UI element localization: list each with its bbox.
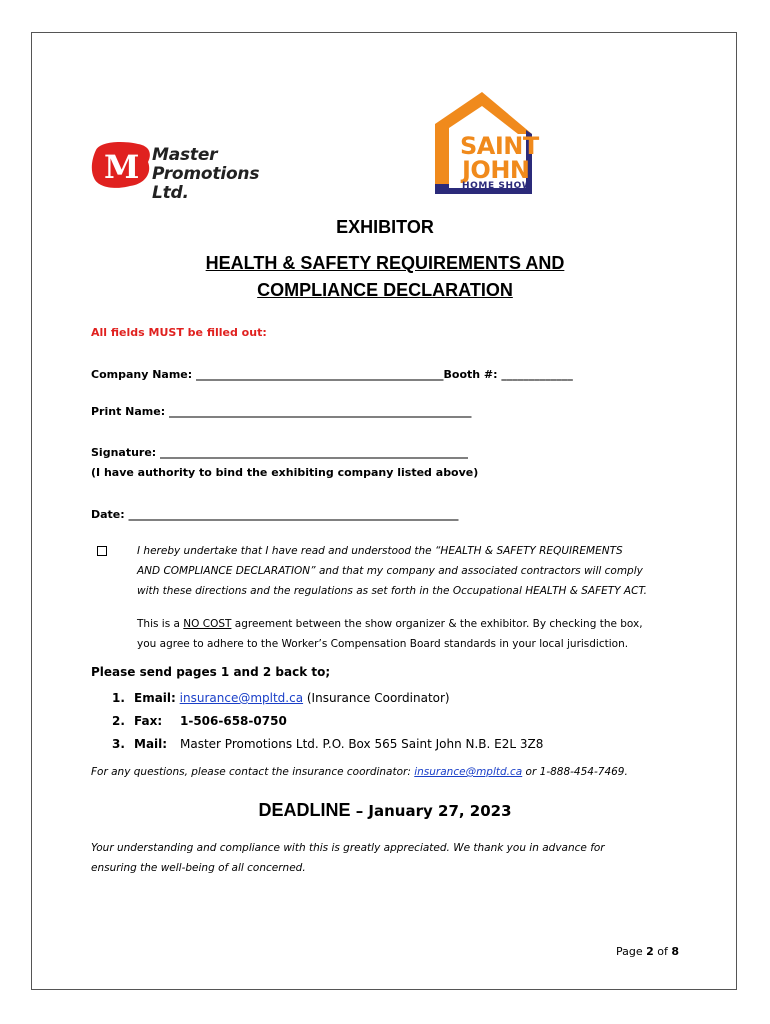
deadline-date: January 27, 2023	[368, 802, 512, 820]
no-cost-emphasis: NO COST	[183, 618, 232, 630]
declaration-line-2: AND COMPLIANCE DECLARATION” and that my company and associated contractors will comply	[137, 565, 643, 577]
deadline-dash: –	[350, 802, 369, 820]
insurance-email-link[interactable]: insurance@mpltd.ca	[179, 691, 304, 705]
questions-suffix: or 1-888-454-7469.	[522, 766, 628, 778]
fax-number: 1-506-658-0750	[180, 714, 287, 728]
deadline	[0, 800, 770, 821]
required-fields-note: All fields MUST be filled out:	[91, 326, 267, 339]
mp-line2: Promotions Ltd.	[152, 164, 260, 203]
page-current: 2	[646, 945, 654, 958]
no-cost-suffix: agreement between the show organizer & the exhibitor. By checking the box,	[231, 618, 643, 630]
list-label: Email:	[134, 691, 176, 705]
date-field[interactable]: Date: ____________________________________________________________	[91, 508, 459, 521]
list-number: 3.	[112, 737, 125, 751]
authority-note: (I have authority to bind the exhibiting company listed above)	[91, 466, 479, 479]
declaration-line-5: you agree to adhere to the Worker’s Compensation Board standards in your local jurisdiction.	[137, 638, 629, 650]
signature-field[interactable]: Signature: ________________________________________________________	[91, 446, 469, 459]
mail-address: Master Promotions Ltd. P.O. Box 565 Saint John N.B. E2L 3Z8	[180, 737, 544, 751]
list-number: 1.	[112, 691, 125, 705]
mp-line1: Master	[152, 145, 218, 165]
list-number: 2.	[112, 714, 125, 728]
saint-john-home-show-logo	[432, 92, 542, 194]
heading-title-line2: COMPLIANCE DECLARATION	[257, 280, 513, 300]
list-label: Mail:	[134, 737, 168, 751]
sj-saint-text: SAINT	[460, 132, 539, 160]
heading-exhibitor: EXHIBITOR	[336, 217, 434, 237]
closing-line-1: Your understanding and compliance with this is greatly appreciated. We thank you in advance for	[91, 842, 605, 854]
sj-john-text: JOHN	[462, 156, 530, 184]
send-item-email	[112, 691, 450, 705]
master-promotions-mark-icon	[90, 140, 152, 190]
page-of: of	[653, 945, 672, 958]
send-item-mail	[112, 737, 543, 751]
mp-mark-letter: M	[104, 148, 140, 186]
questions-line	[91, 766, 628, 778]
master-promotions-wordmark	[152, 146, 300, 203]
master-promotions-logo	[90, 136, 300, 203]
declaration-line-1: I hereby undertake that I have read and understood the “HEALTH & SAFETY REQUIREMENTS	[137, 545, 623, 557]
print-name-field[interactable]: Print Name: _______________________________________________________	[91, 405, 472, 418]
deadline-label: DEADLINE	[258, 800, 351, 820]
questions-email-link[interactable]: insurance@mpltd.ca	[414, 766, 523, 778]
sj-home-show-text: HOME SHOW	[462, 181, 533, 191]
questions-prefix: For any questions, please contact the insurance coordinator:	[91, 766, 415, 778]
agreement-checkbox[interactable]	[97, 546, 107, 556]
page-number	[616, 945, 679, 958]
send-back-heading: Please send pages 1 and 2 back to;	[91, 665, 331, 679]
no-cost-prefix: This is a	[137, 618, 184, 630]
heading-title-line1: HEALTH & SAFETY REQUIREMENTS AND	[205, 253, 565, 273]
company-name-booth-field[interactable]: Company Name: _____________________________________________Booth #: _____________	[91, 368, 573, 381]
page-label: Page	[616, 945, 647, 958]
declaration-line-3: with these directions and the regulations as set forth in the Occupational HEALTH & SAFETY ACT.	[137, 585, 647, 597]
no-cost-statement	[137, 618, 643, 630]
email-suffix: (Insurance Coordinator)	[303, 691, 450, 705]
send-item-fax	[112, 714, 287, 728]
page-total: 8	[671, 945, 680, 958]
list-label: Fax:	[134, 714, 163, 728]
closing-line-2: ensuring the well-being of all concerned.	[91, 862, 306, 874]
